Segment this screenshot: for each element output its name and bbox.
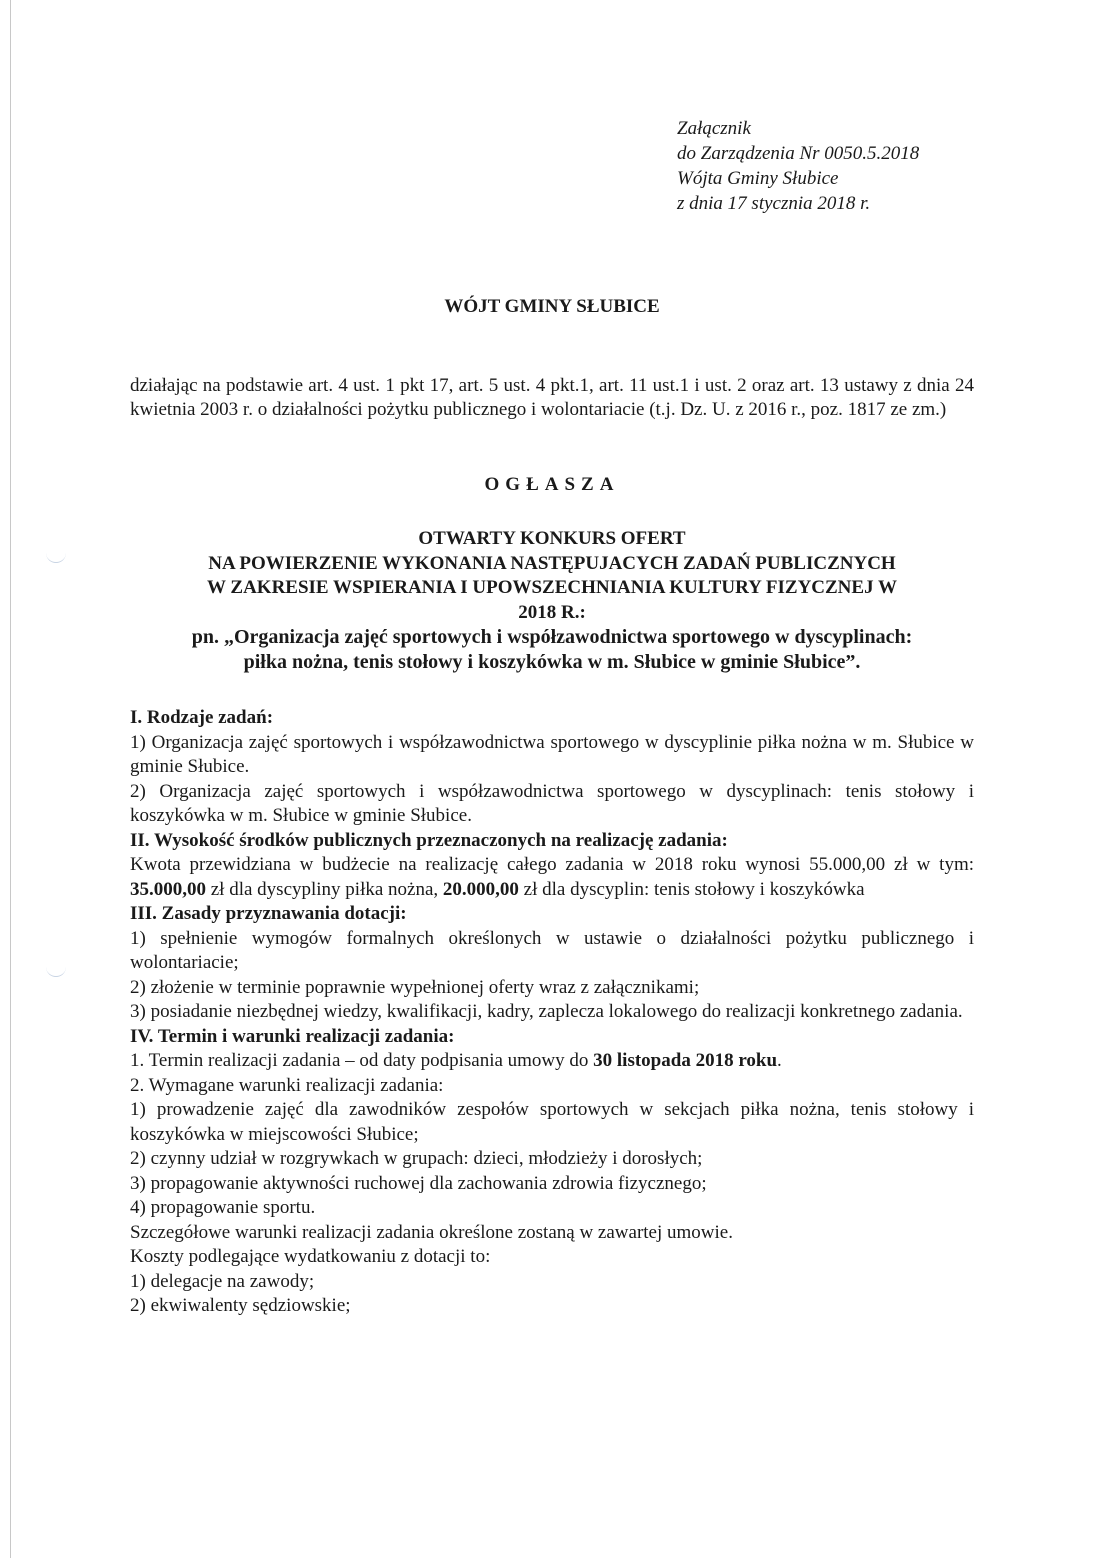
scan-artifact — [46, 966, 66, 977]
term-text: 1. Termin realizacji zadania – od daty podpisania umowy do — [130, 1050, 594, 1071]
list-item: 1) Organizacja zajęć sportowych i współzawodnictwa sportowego w dyscyplinie piłka nożna w m. Słubice w gminie Słubice. — [130, 731, 974, 777]
section-heading: I. Rodzaje zadań: — [130, 707, 274, 728]
budget-text: zł dla dyscyplin: tenis stołowy i koszykówka — [518, 878, 865, 900]
section-heading: III. Zasady przyznawania dotacji: — [130, 903, 407, 924]
section-heading: IV. Termin i warunki realizacji zadania: — [130, 1025, 455, 1047]
list-item: 3) propagowanie aktywności ruchowej dla zachowania zdrowia fizycznego; — [130, 1172, 707, 1194]
term-paragraph — [130, 1049, 974, 1074]
details-paragraph: Szczegółowe warunki realizacji zadania określone zostaną w zawartej umowie. — [130, 1221, 733, 1243]
headline-line: W ZAKRESIE WSPIERANIA I UPOWSZECHNIANIA KULTURY FIZYCZNEJ W — [206, 577, 897, 598]
scan-artifact — [46, 552, 66, 563]
budget-paragraph — [130, 853, 974, 902]
budget-text: Kwota przewidziana w budżecie na realizację całego zadania w 2018 roku wynosi 55.000,00 zł w tym: — [130, 854, 974, 875]
term-date: 30 listopada 2018 roku — [593, 1050, 778, 1071]
list-item: 2) Organizacja zajęć sportowych i współzawodnictwa sportowego w dyscyplinach: tenis stołowy i koszykówka w m. Słubice w gminie Słubice. — [130, 780, 974, 826]
list-item: 4) propagowanie sportu. — [130, 1197, 316, 1218]
headline-line: NA POWIERZENIE WYKONANIA NASTĘPUJACYCH ZADAŃ PUBLICZNYCH — [208, 552, 896, 574]
task-name-line: piłka nożna, tenis stołowy i koszykówka w m. Słubice w gminie Słubice”. — [243, 650, 861, 673]
scan-edge-line — [10, 0, 11, 1558]
announcement-heading: OGŁASZA — [484, 474, 620, 495]
document-body — [130, 706, 974, 1319]
list-item: 2) złożenie w terminie poprawnie wypełnionej oferty wraz z załącznikami; — [130, 976, 700, 998]
headline-line: OTWARTY KONKURS OFERT — [418, 528, 686, 549]
annex-line: do Zarządzenia Nr 0050.5.2018 — [677, 143, 920, 164]
list-item: 1) delegacje na zawody; — [130, 1270, 315, 1292]
budget-amount: 35.000,00 — [130, 878, 206, 900]
annex-line: z dnia 17 stycznia 2018 r. — [677, 193, 871, 214]
annex-header — [677, 116, 919, 216]
task-name-line: pn. „Organizacja zajęć sportowych i współzawodnictwa sportowego w dyscyplinach: — [191, 626, 913, 648]
term-end: . — [777, 1050, 782, 1071]
annex-line: Załącznik — [677, 118, 751, 139]
list-item: 1) spełnienie wymogów formalnych określonych w ustawie o działalności pożytku publicznego i wolontariacie; — [130, 927, 974, 973]
list-item: 2) czynny udział w rozgrywkach w grupach: dzieci, młodzieży i dorosłych; — [130, 1148, 703, 1169]
headline-line: 2018 R.: — [518, 601, 586, 623]
contest-headline — [130, 527, 974, 674]
list-item: 1) prowadzenie zajęć dla zawodników zespołów sportowych w sekcjach piłka nożna, tenis stołowy i koszykówka w miejscowości Słubice; — [130, 1099, 974, 1145]
budget-amount: 20.000,00 — [442, 878, 519, 900]
legal-basis-paragraph: działając na podstawie art. 4 ust. 1 pkt 17, art. 5 ust. 4 pkt.1, art. 11 ust.1 i ust. 2 oraz art. 13 ustawy z dnia 24 kwietnia 2003 r. o działalności pożytku publicznego i wolontariacie (t.j. Dz. U. z 2016 r., poz. 1817 ze zm.) — [130, 375, 974, 420]
annex-line: Wójta Gminy Słubice — [677, 168, 839, 189]
costs-title: Koszty podlegające wydatkowaniu z dotacji to: — [130, 1246, 491, 1267]
section-heading: II. Wysokość środków publicznych przeznaczonych na realizację zadania: — [130, 829, 728, 851]
budget-text: zł dla dyscypliny piłka nożna, — [206, 878, 443, 900]
authority-title: WÓJT GMINY SŁUBICE — [444, 296, 660, 317]
list-item: 2) ekwiwalenty sędziowskie; — [130, 1295, 351, 1316]
list-item: 3) posiadanie niezbędnej wiedzy, kwalifikacji, kadry, zaplecza lokalowego do realizacji konkretnego zadania. — [130, 1001, 963, 1022]
conditions-title: 2. Wymagane warunki realizacji zadania: — [130, 1074, 444, 1096]
